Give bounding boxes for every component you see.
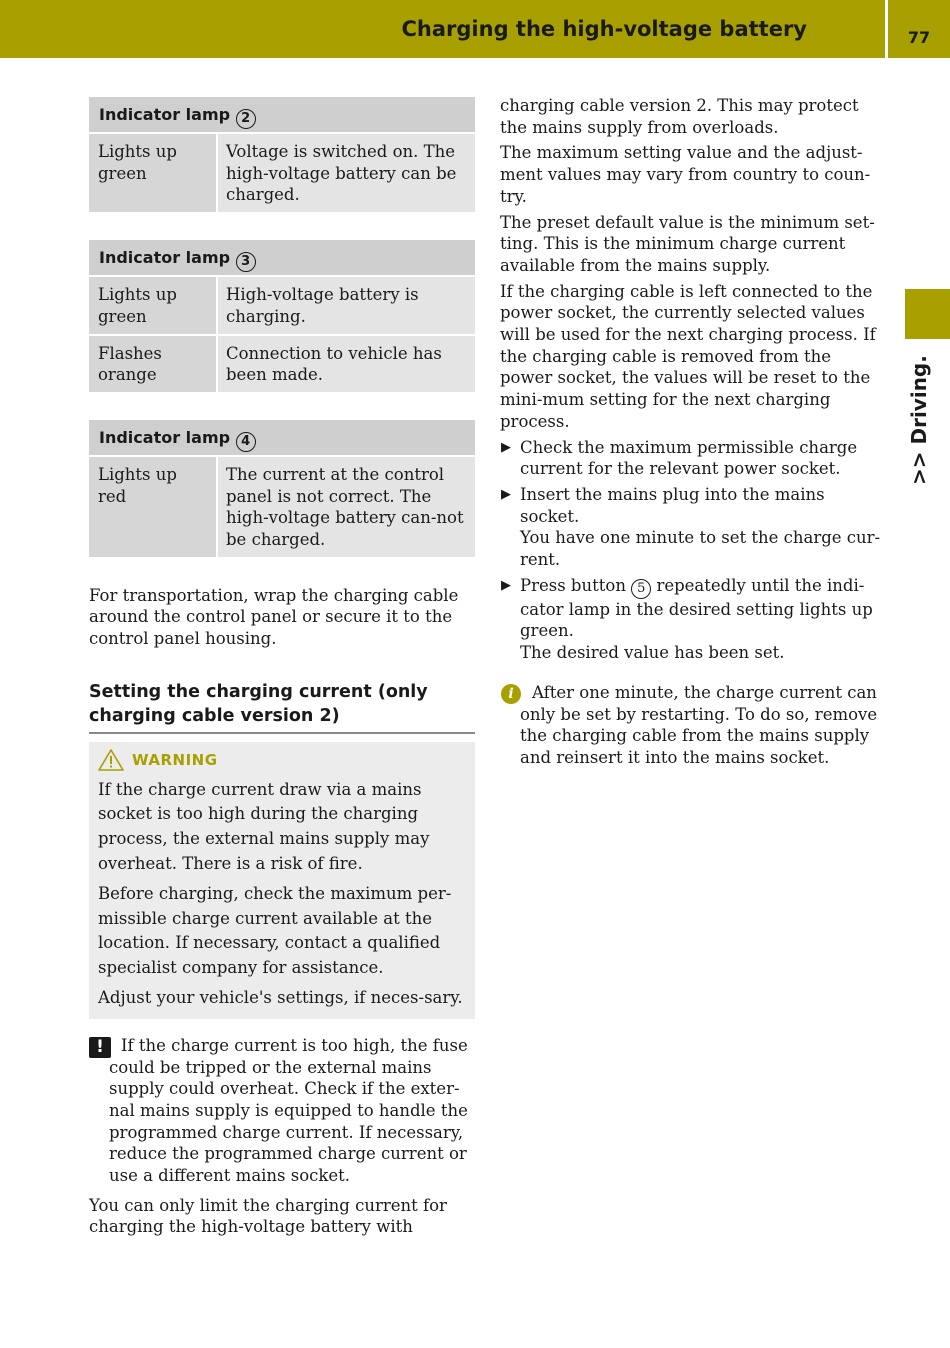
exclamation-icon: !: [89, 1037, 111, 1058]
step-result: You have one minute to set the charge cur-rent.: [520, 528, 881, 570]
lamp-meaning: High-voltage battery is charging.: [218, 277, 475, 333]
warning-label: WARNING: [132, 750, 218, 769]
warning-triangle-icon: [98, 749, 124, 771]
table-row: [89, 277, 475, 335]
lamp-state: Lights up red: [89, 457, 218, 557]
lamp-number-badge: 3: [236, 252, 256, 272]
table-row: [89, 336, 475, 392]
step-item: [500, 575, 888, 664]
table-heading: [89, 97, 475, 134]
body-paragraph: The preset default value is the minimum set-ting. This is the minimum charge current available from the mains supply.: [500, 212, 875, 275]
table-heading-label: Indicator lamp: [99, 427, 231, 447]
step-text-part: repeatedly until the indi-cator lamp in the desired setting lights up green.: [520, 575, 873, 641]
table-row: [89, 134, 475, 212]
step-text: Check the maximum permissible charge current for the relevant power socket.: [520, 437, 858, 479]
table-heading-label: Indicator lamp: [99, 248, 231, 268]
left-column: [89, 97, 475, 1242]
transport-paragraph: For transportation, wrap the charging cable around the control panel or secure it to the control panel housing.: [89, 585, 459, 649]
step-arrow-icon: ▶: [501, 486, 511, 502]
lamp-state: Lights up green: [89, 277, 218, 333]
step-item: [500, 437, 888, 480]
step-text: Insert the mains plug into the mains socket.: [520, 484, 825, 526]
indicator-lamp-table: [89, 420, 475, 557]
warning-box: [89, 742, 475, 1019]
indicator-lamp-table: [89, 97, 475, 212]
notice-block: [89, 1035, 475, 1187]
right-column: [500, 95, 888, 769]
info-block: [500, 682, 888, 769]
closing-paragraph: You can only limit the charging current for charging the high-voltage battery with: [89, 1195, 447, 1237]
lamp-number-badge: 2: [236, 109, 256, 129]
step-text: [520, 575, 888, 642]
info-icon: i: [501, 684, 521, 704]
lamp-state: Lights up green: [89, 134, 218, 212]
section-heading: Setting the charging current (only charging cable version 2): [89, 680, 475, 734]
body-paragraph: If the charging cable is left connected to the power socket, the currently selected values will be used for the next charging process. If the charging cable is removed from the power socket, the values will be reset to the mini-mum setting for the next charging process.: [500, 281, 876, 431]
table-heading: [89, 420, 475, 457]
page-number: 77: [907, 28, 931, 47]
chapter-tab[interactable]: [905, 350, 937, 490]
step-text-part: Press button: [520, 575, 626, 595]
table-heading: [89, 240, 475, 277]
step-arrow-icon: ▶: [501, 439, 511, 455]
warning-paragraph: Before charging, check the maximum per-missible charge current available at the location. If necessary, contact a qualified specialist company for assistance.: [98, 883, 452, 978]
warning-title: [98, 748, 465, 773]
step-arrow-icon: ▶: [501, 577, 511, 593]
chapter-tab-label: >> Driving.: [907, 355, 931, 485]
indicator-lamp-table: [89, 240, 475, 392]
header-bar: [0, 0, 885, 58]
page-number-box: [888, 0, 950, 58]
page-title: Charging the high-voltage battery: [401, 17, 807, 41]
chapter-tab-marker: [905, 289, 950, 339]
lamp-meaning: The current at the control panel is not correct. The high-voltage battery can-not be charged.: [218, 457, 475, 557]
notice-text: If the charge current is too high, the fuse could be tripped or the external mains supply could overheat. Check if the exter-nal mains supply is equipped to handle the programmed charge current. If necessary, reduce the programmed charge current or use a different mains socket.: [109, 1035, 468, 1186]
lamp-meaning: Voltage is switched on. The high-voltage battery can be charged.: [218, 134, 475, 212]
table-heading-label: Indicator lamp: [99, 105, 231, 124]
table-row: [89, 457, 475, 557]
lamp-meaning: Connection to vehicle has been made.: [218, 336, 475, 392]
warning-paragraph: Adjust your vehicle's settings, if neces-sary.: [98, 988, 463, 1008]
body-paragraph: charging cable version 2. This may protect the mains supply from overloads.: [500, 96, 859, 137]
warning-paragraph: If the charge current draw via a mains socket is too high during the charging process, the external mains supply may overheat. There is a risk of fire.: [98, 779, 430, 874]
step-item: [500, 484, 888, 571]
info-text: After one minute, the charge current can only be set by restarting. To do so, remove the charging cable from the mains supply and reinsert it into the mains socket.: [520, 682, 878, 767]
lamp-state: Flashes orange: [89, 336, 218, 392]
lamp-number-badge: 4: [236, 432, 256, 452]
body-paragraph: The maximum setting value and the adjust-ment values may vary from country to coun-try.: [500, 143, 871, 206]
step-result: The desired value has been set.: [520, 643, 785, 663]
button-number-badge: 5: [631, 579, 651, 599]
